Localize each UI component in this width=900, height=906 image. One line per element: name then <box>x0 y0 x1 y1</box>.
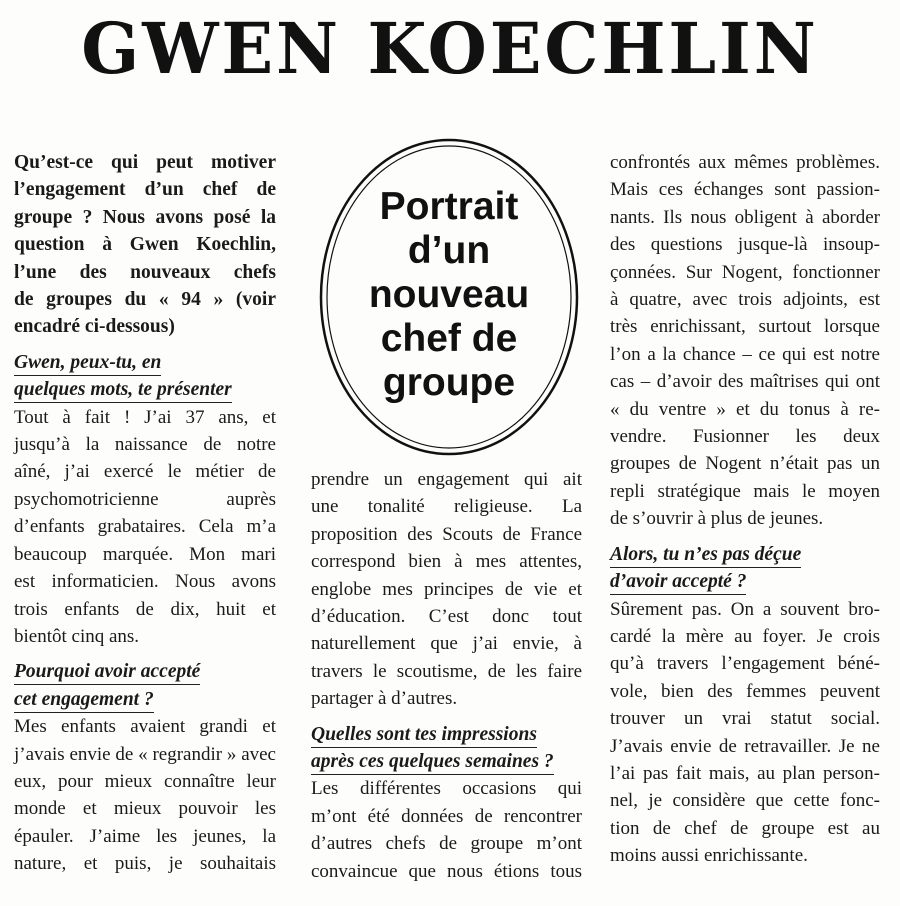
text-line: monde et mieux pouvoir les <box>14 798 276 820</box>
question-line: quelques mots, te présenter <box>14 377 232 403</box>
text-line: d’autres chefs de groupe m’ont <box>311 833 582 855</box>
text-line: Tout à fait ! J’ai 37 ans, et <box>14 406 276 428</box>
column-1 <box>14 149 276 878</box>
portrait-box-text <box>318 185 580 405</box>
text-line: convaincue que nous étions tous <box>311 860 582 882</box>
text-line: j’avais envie de « regrandir » avec <box>14 743 276 765</box>
text-line: m’ont été données de rencontrer <box>311 805 582 827</box>
text-line: cas – d’avoir des maîtrises qui ont <box>610 371 880 393</box>
question-line: Gwen, peux-tu, en <box>14 350 161 376</box>
text-line: travers le scoutisme, de les faire <box>311 660 582 682</box>
question-heading <box>610 541 801 596</box>
question-line: d’avoir accepté ? <box>610 569 746 595</box>
answer-paragraph <box>610 149 880 533</box>
question-line: cet engagement ? <box>14 687 154 713</box>
text-line: jusqu’à la naissance de notre <box>14 434 276 456</box>
box-line: groupe <box>382 361 516 404</box>
question-heading <box>311 721 554 776</box>
text-line: des questions jusque-là insoup- <box>610 234 880 256</box>
answer-paragraph <box>14 713 276 877</box>
question-line: après ces quelques semaines ? <box>311 749 554 775</box>
text-line: correspond bien à mes attentes, <box>311 551 582 573</box>
question-heading <box>14 349 232 404</box>
text-line: d’enfants grabataires. Cela m’a <box>14 516 276 538</box>
text-line: eux, pour mieux connaître leur <box>14 770 276 792</box>
text-line: Mes enfants avaient grandi et <box>14 716 276 738</box>
answer-paragraph <box>610 596 880 870</box>
text-line: à quatre, avec trois adjoints, est <box>610 289 880 311</box>
box-line: nouveau <box>368 273 530 316</box>
text-line: l’engagement d’un chef de <box>14 179 276 201</box>
text-line: nel, je considère que cette fonc- <box>610 790 880 812</box>
text-line: Mais ces échanges sont passion- <box>610 179 880 201</box>
text-line: bientôt cinq ans. <box>14 625 140 647</box>
text-line: de groupes du « 94 » (voir <box>14 289 276 311</box>
text-line: Sûrement pas. On a souvent bro- <box>610 598 880 620</box>
text-line: est informaticien. Nous avons <box>14 571 276 593</box>
text-line: « du ventre » et du tonus à re- <box>610 398 880 420</box>
text-line: proposition des Scouts de France <box>311 523 582 545</box>
text-line: beaucoup marquée. Mon mari <box>14 543 276 565</box>
text-line: prendre un engagement qui ait <box>311 469 582 490</box>
text-line: englobe mes principes de vie et <box>311 578 582 600</box>
question-line: Pourquoi avoir accepté <box>14 659 200 685</box>
text-line: confrontés aux mêmes problèmes. <box>610 152 880 173</box>
text-line: l’une des nouveaux chefs <box>14 261 276 283</box>
article-title: GWEN KOECHLIN <box>81 7 819 90</box>
text-line: nants. Ils nous obligent à aborder <box>610 206 880 228</box>
text-line: l’ai pas fait mais, au plan person- <box>610 762 880 784</box>
text-line: de s’ouvrir à plus de jeunes. <box>610 508 824 530</box>
text-line: vendre. Fusionner les deux <box>610 426 880 448</box>
text-line: moins aussi enrichissante. <box>610 845 808 867</box>
text-line: d’éducation. C’est donc tout <box>311 606 582 628</box>
answer-paragraph <box>311 775 582 885</box>
text-line: psychomotricienne auprès <box>14 488 276 510</box>
column-3 <box>610 149 880 870</box>
text-line: tion de chef de groupe est au <box>610 817 880 839</box>
question-line: Alors, tu n’es pas déçue <box>610 542 801 568</box>
text-line: vole, bien des femmes peuvent <box>610 680 880 702</box>
portrait-box <box>318 137 580 457</box>
text-line: très enrichissant, surtout lorsque <box>610 316 880 338</box>
text-line: nature, et puis, je souhaitais <box>14 853 276 875</box>
text-line: encadré ci-dessous) <box>14 316 175 338</box>
question-heading <box>14 658 200 713</box>
box-line: Portrait <box>379 185 519 228</box>
text-line: repli stratégique mais le moyen <box>610 480 880 502</box>
text-line: Qu’est-ce qui peut motiver <box>14 152 276 173</box>
text-line: trois enfants de dix, huit et <box>14 598 276 620</box>
text-line: çonnées. Sur Nogent, fonctionner <box>610 261 880 283</box>
text-line: cardé la mère au foyer. Je crois <box>610 625 880 647</box>
answer-paragraph <box>14 404 276 651</box>
text-line: trouver un vrai statut social. <box>610 708 880 730</box>
text-line: groupe ? Nous avons posé la <box>14 206 276 228</box>
text-line: aîné, j’ai exercé le métier de <box>14 461 276 483</box>
text-line: naturellement que j’ai envie, à <box>311 633 582 655</box>
text-line: groupes de Nogent n’était pas un <box>610 453 880 475</box>
intro-paragraph <box>14 149 276 341</box>
text-line: partager à d’autres. <box>311 688 458 710</box>
text-line: J’avais envie de retravailler. Je ne <box>610 735 880 757</box>
text-line: question à Gwen Koechlin, <box>14 234 276 256</box>
text-line: l’on a la chance – ce qui est notre <box>610 343 880 365</box>
column-2 <box>311 466 582 885</box>
text-line: une tonalité religieuse. La <box>311 496 582 518</box>
question-line: Quelles sont tes impressions <box>311 722 537 748</box>
box-line: d’un <box>407 229 491 272</box>
text-line: qu’à travers l’engagement béné- <box>610 653 880 675</box>
text-line: Les différentes occasions qui <box>311 778 582 800</box>
box-line: chef de <box>380 317 518 360</box>
answer-paragraph <box>311 466 582 713</box>
text-line: épauler. J’aime les jeunes, la <box>14 825 276 847</box>
